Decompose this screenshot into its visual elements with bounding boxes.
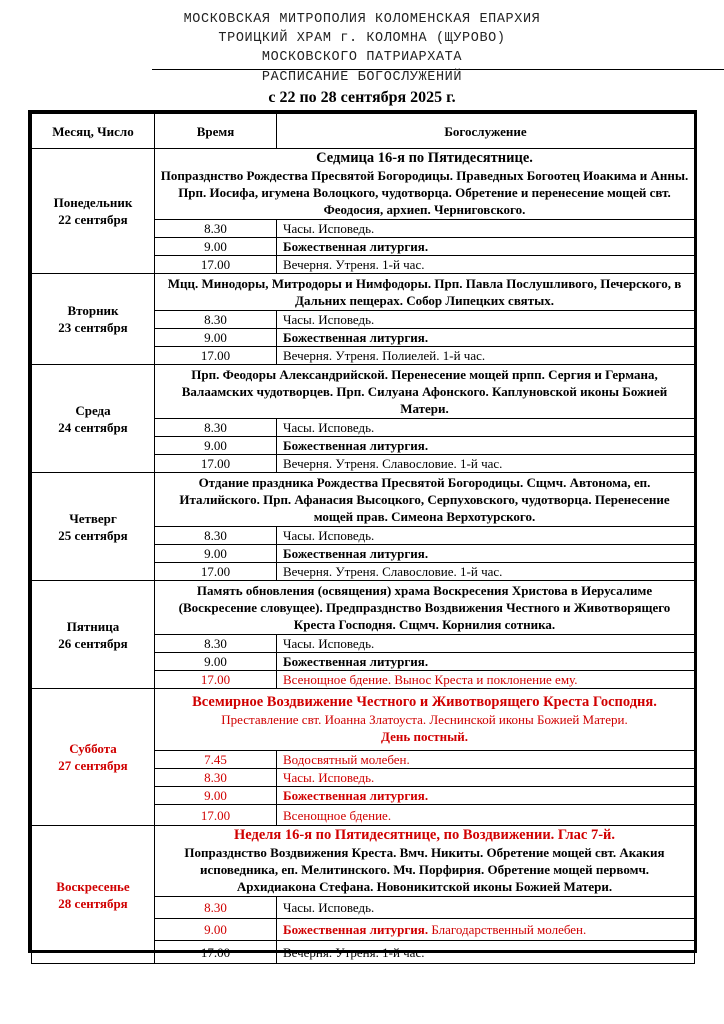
day-cell bbox=[32, 473, 155, 581]
service-text: Часы. Исповедь. bbox=[277, 635, 695, 653]
service-time: 17.00 bbox=[155, 671, 277, 689]
service-time: 9.00 bbox=[155, 329, 277, 347]
day-row-sunday bbox=[32, 826, 695, 897]
feast-note: День постный. bbox=[380, 728, 468, 744]
service-text: Вечерня. Утреня. Славословие. 1-й час. bbox=[277, 455, 695, 473]
service-time: 8.30 bbox=[155, 419, 277, 437]
weekday: Вторник bbox=[67, 303, 119, 318]
service-text: Божественная литургия. bbox=[277, 329, 695, 347]
day-row-monday bbox=[32, 149, 695, 220]
day-row-wednesday bbox=[32, 365, 695, 419]
service-text: Водосвятный молебен. bbox=[277, 751, 695, 769]
service-text: Божественная литургия. bbox=[283, 922, 429, 937]
weekday: Воскресенье bbox=[56, 878, 130, 894]
feast-cell bbox=[155, 274, 695, 311]
service-time: 8.30 bbox=[155, 220, 277, 238]
service-text: Часы. Исповедь. bbox=[277, 897, 695, 919]
feast-text: Отдание праздника Рождества Пресвятой Богородицы. Сщмч. Автонома, еп. Италийского. Прп. Афанасия Высоцкого, Серпуховского, чудотворца. Перенесение мощей прав. Симеона Верхотурского. bbox=[179, 475, 670, 524]
service-extra: Благодарственный молебен. bbox=[431, 922, 587, 937]
service-text: Божественная литургия. bbox=[277, 787, 695, 805]
col-header-time: Время bbox=[155, 114, 277, 149]
service-time: 17.00 bbox=[155, 805, 277, 826]
service-text: Божественная литургия. bbox=[277, 238, 695, 256]
date: 22 сентября bbox=[58, 212, 128, 227]
service-text: Часы. Исповедь. bbox=[277, 419, 695, 437]
feast-cell bbox=[155, 689, 695, 751]
header-diocese: МОСКОВСКАЯ МИТРОПОЛИЯ КОЛОМЕНСКАЯ ЕПАРХИЯ bbox=[183, 12, 541, 27]
schedule-title: РАСПИСАНИЕ БОГОСЛУЖЕНИЙ bbox=[261, 70, 463, 85]
service-text-cell bbox=[277, 919, 695, 941]
feast-title: Всемирное Воздвижение Честного и Животворящего Креста Господня. bbox=[192, 693, 657, 710]
service-text: Божественная литургия. bbox=[277, 437, 695, 455]
weekday: Понедельник bbox=[53, 195, 133, 210]
service-text: Божественная литургия. bbox=[277, 653, 695, 671]
service-text: Вечерня. Утреня. Полиелей. 1-й час. bbox=[277, 347, 695, 365]
service-text: Часы. Исповедь. bbox=[277, 527, 695, 545]
day-row-friday bbox=[32, 581, 695, 635]
day-cell bbox=[32, 689, 155, 826]
date: 26 сентября bbox=[58, 635, 128, 651]
header-church: ТРОИЦКИЙ ХРАМ г. КОЛОМНА (ЩУРОВО) bbox=[218, 31, 506, 46]
weekday: Среда bbox=[75, 402, 111, 418]
service-time: 17.00 bbox=[155, 455, 277, 473]
date: 23 сентября bbox=[58, 320, 128, 335]
day-row-thursday bbox=[32, 473, 695, 527]
service-time: 9.00 bbox=[155, 238, 277, 256]
service-time: 7.45 bbox=[155, 751, 277, 769]
feast-cell bbox=[155, 473, 695, 527]
service-time: 8.30 bbox=[155, 635, 277, 653]
service-time-value: 9.00 bbox=[204, 922, 227, 937]
service-time: 8.30 bbox=[155, 527, 277, 545]
feast-title: Неделя 16-я по Пятидесятнице, по Воздвижении. Глас 7-й. bbox=[233, 827, 616, 843]
service-time bbox=[155, 919, 277, 941]
day-cell bbox=[32, 365, 155, 473]
feast-title: Седмица 16-я по Пятидесятнице. bbox=[316, 150, 533, 166]
service-time: 9.00 bbox=[155, 437, 277, 455]
service-time: 9.00 bbox=[155, 787, 277, 805]
feast-cell bbox=[155, 365, 695, 419]
day-cell bbox=[32, 149, 155, 274]
feast-cell bbox=[155, 149, 695, 220]
service-time: 8.30 bbox=[155, 897, 277, 919]
feast-text: Мцц. Минодоры, Митродоры и Нимфодоры. Прп. Павла Послушливого, Печерского, в Дальних пещерах. Собор Липецких святых. bbox=[167, 276, 682, 308]
service-time: 8.30 bbox=[155, 311, 277, 329]
feast-text: Память обновления (освящения) храма Воскресения Христова в Иерусалиме (Воскресение словущее). Предпразднство Воздвижения Честного и Животворящего Креста Господня. Сщмч. Корнилия сотника. bbox=[178, 583, 671, 632]
weekday: Суббота bbox=[69, 741, 117, 756]
service-text: Часы. Исповедь. bbox=[277, 769, 695, 787]
day-row-saturday bbox=[32, 689, 695, 751]
service-text: Божественная литургия. bbox=[277, 545, 695, 563]
service-text: Вечерня. Утреня. Славословие. 1-й час. bbox=[277, 563, 695, 581]
service-time: 9.00 bbox=[155, 545, 277, 563]
schedule-table bbox=[31, 113, 695, 964]
service-text: Вечерня. Утреня. 1-й час. bbox=[277, 941, 695, 964]
service-text: Всенощное бдение. bbox=[277, 805, 695, 826]
header-patriarchate: МОСКОВСКОГО ПАТРИАРХАТА bbox=[261, 50, 463, 65]
table-header-row bbox=[32, 114, 695, 149]
day-cell bbox=[32, 826, 155, 964]
col-header-day: Месяц, Число bbox=[32, 114, 155, 149]
feast-text: Попразднство Воздвижения Креста. Вмч. Никиты. Обретение мощей свт. Акакия исповедника, еп. Мелитинского. Мч. Порфирия. Обретение мощей первомч. Архидиакона Стефана. Новоникитской иконы Божией Матери. bbox=[184, 845, 665, 894]
service-time: 17.00 bbox=[155, 563, 277, 581]
feast-text: Преставление свт. Иоанна Златоуста. Леснинской иконы Божией Матери. bbox=[221, 711, 628, 727]
feast-text: Прп. Феодоры Александрийской. Перенесение мощей прпп. Сергия и Германа, Валаамских чудотворцев. Прп. Силуана Афонского. Каплуновской иконы Божией Матери. bbox=[181, 367, 668, 416]
date: 27 сентября bbox=[58, 758, 128, 773]
date: 24 сентября bbox=[58, 419, 128, 435]
service-text: Всенощное бдение. Вынос Креста и поклонение ему. bbox=[277, 671, 695, 689]
service-text: Часы. Исповедь. bbox=[277, 311, 695, 329]
schedule-dates: с 22 по 28 сентября 2025 г. bbox=[268, 89, 456, 106]
service-time: 17.00 bbox=[155, 347, 277, 365]
day-cell bbox=[32, 581, 155, 689]
weekday: Пятница bbox=[66, 618, 120, 634]
service-time: 9.00 bbox=[155, 653, 277, 671]
day-row-tuesday bbox=[32, 274, 695, 311]
service-time: 17.00 bbox=[155, 941, 277, 964]
day-cell bbox=[32, 274, 155, 365]
feast-text: Попразднство Рождества Пресвятой Богородицы. Праведных Богоотец Иоакима и Анны. Прп. Иосифа, игумена Волоцкого, чудотворца. Обретение и перенесение мощей свт. Феодосия, архиеп. Черниговского. bbox=[160, 168, 689, 217]
service-text: Часы. Исповедь. bbox=[277, 220, 695, 238]
date: 28 сентября bbox=[58, 895, 128, 911]
date: 25 сентября bbox=[58, 527, 128, 543]
feast-cell bbox=[155, 826, 695, 897]
service-time: 8.30 bbox=[155, 769, 277, 787]
service-time: 17.00 bbox=[155, 256, 277, 274]
weekday: Четверг bbox=[69, 510, 117, 526]
service-text: Вечерня. Утреня. 1-й час. bbox=[277, 256, 695, 274]
feast-cell bbox=[155, 581, 695, 635]
col-header-service: Богослужение bbox=[277, 114, 695, 149]
